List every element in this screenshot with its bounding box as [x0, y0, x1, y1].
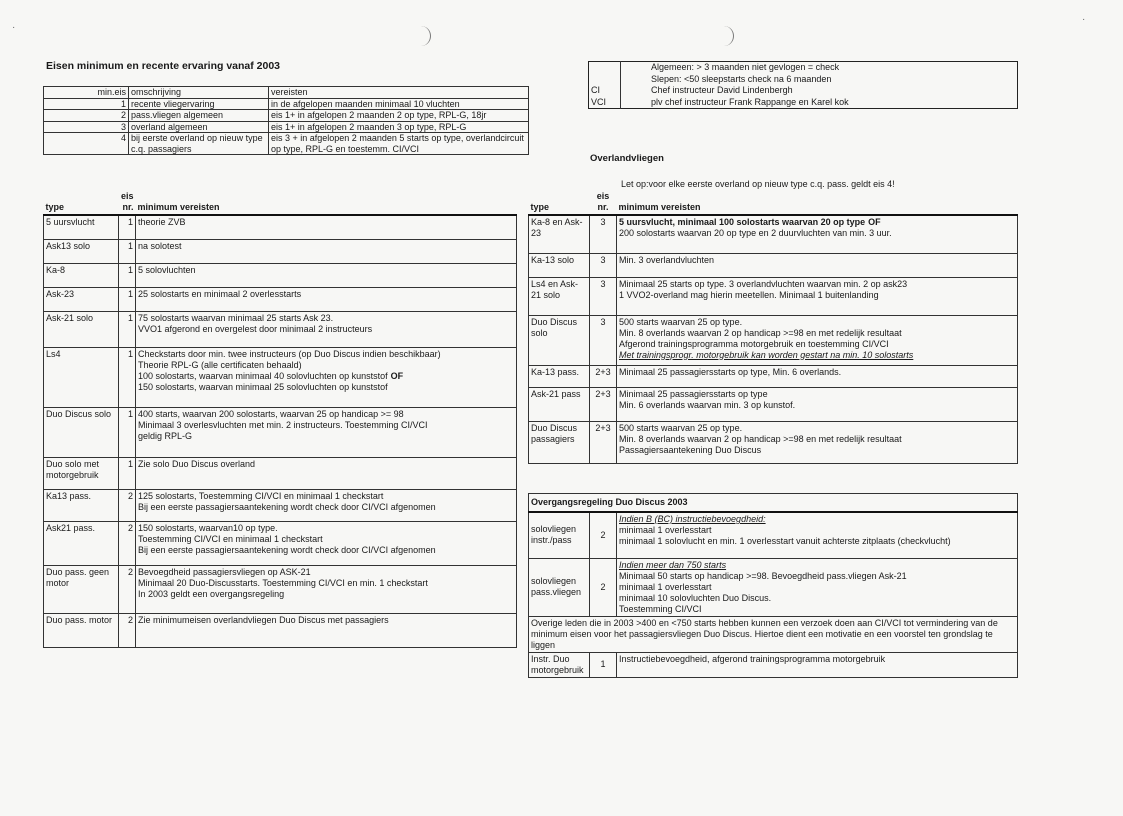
requirement-text: 5 solovluchten — [136, 263, 517, 287]
aircraft-type: Duo Discus passagiers — [529, 421, 590, 463]
column-header: type — [44, 190, 119, 215]
page-title: Eisen minimum en recente ervaring vanaf 2003 — [46, 60, 281, 72]
column-header: min.eis — [44, 87, 129, 99]
requirement-text: Minimaal 25 starts op type. 3 overlandvluchten waarvan min. 2 op ask23 1 VVO2-overland mag hierin meetellen. Minimaal 1 buitenlanding — [617, 277, 1018, 315]
table-row: solovliegen pass.vliegen 2 Indien meer dan 750 starts Minimaal 50 starts op handicap >=98. Bevoegdheid pass.vliegen Ask-21 minimaal 1 overlesstart minimaal 10 solovluchten Duo Discus. Toestemming CI/VCI — [529, 558, 1018, 616]
column-header: minimum vereisten — [136, 190, 517, 215]
table-row — [529, 365, 1018, 387]
requirement-number: 2 — [119, 565, 136, 613]
aircraft-type: Ka-13 pass. — [529, 365, 590, 387]
overland-requirements-table — [528, 190, 1018, 464]
requirement-number: 1 — [119, 215, 136, 239]
requirement-number: 2 — [119, 613, 136, 647]
requirement-text: Minimaal 25 passagiersstarts op type, Min. 6 overlands. — [617, 365, 1018, 387]
column-header: omschrijving — [129, 87, 269, 99]
column-header: vereisten — [269, 87, 529, 99]
table-row — [44, 287, 517, 311]
requirement-text: Minimaal 25 passagiersstarts op type Min. 6 overlands waarvan min. 3 op kunstof. — [617, 387, 1018, 421]
scan-speck: · — [12, 22, 16, 33]
column-header: minimum vereisten — [617, 190, 1018, 215]
table-row — [529, 616, 1018, 652]
aircraft-type: Duo solo met motorgebruik — [44, 457, 119, 489]
aircraft-type: Duo pass. motor — [44, 613, 119, 647]
requirement-text: 5 uursvlucht, minimaal 100 solostarts waarvan 20 op type OF 200 solostarts waarvan 20 op type en 2 duurvluchten van min. 3 uur. — [617, 215, 1018, 253]
aircraft-type: Ask21 pass. — [44, 521, 119, 565]
aircraft-type: Ls4 — [44, 347, 119, 407]
towing-rule: Slepen: <50 sleepstarts check na 6 maanden — [651, 73, 832, 84]
table-row — [529, 215, 1018, 253]
requirement-number: 1 — [119, 263, 136, 287]
table-row — [44, 215, 517, 239]
table-row — [44, 407, 517, 457]
transition-note: Overige leden die in 2003 >400 en <750 starts hebben kunnen een verzoek doen aan CI/VCI tot vermindering van de minimum eisen voor het passagiersvliegen Duo Discus. Hiertoe dient een motivatie en een voorstel ten grondslag te liggen — [529, 616, 1018, 652]
requirement-text: 25 solostarts en minimaal 2 overlesstarts — [136, 287, 517, 311]
requirement-text: Bevoegdheid passagiersvliegen op ASK-21 Minimaal 20 Duo-Discusstarts. Toestemming CI/VCI en min. 1 checkstart In 2003 geldt een overgangsregeling — [136, 565, 517, 613]
requirement-number: 3 — [590, 253, 617, 277]
requirement-number: 1 — [119, 347, 136, 407]
table-row — [44, 521, 517, 565]
table-row — [529, 277, 1018, 315]
requirement-number: 1 — [119, 407, 136, 457]
requirement-text: Zie minimumeisen overlandvliegen Duo Discus met passagiers — [136, 613, 517, 647]
aircraft-type: Ls4 en Ask-21 solo — [529, 277, 590, 315]
requirement-text: theorie ZVB — [136, 215, 517, 239]
requirement-text: 400 starts, waarvan 200 solostarts, waarvan 25 op handicap >= 98 Minimaal 3 overlesvluchten met min. 2 instructeurs. Toestemming CI/VCI geldig RPL-G — [136, 407, 517, 457]
punch-hole-right — [721, 26, 734, 46]
requirement-number: 2+3 — [590, 365, 617, 387]
requirement-number: 2 — [119, 521, 136, 565]
ci-label: CI — [589, 85, 621, 97]
transition-title: Overgangsregeling Duo Discus 2003 — [529, 494, 1018, 513]
aircraft-type: Duo pass. geen motor — [44, 565, 119, 613]
table-row: Instr. Duo motorgebruik 1 Instructiebevoegdheid, afgerond trainingsprogramma motorgebruik — [529, 652, 1018, 677]
general-rule: Algemeen: > 3 maanden niet gevlogen = check — [651, 62, 840, 72]
requirement-number: 1 — [119, 457, 136, 489]
aircraft-type: Ask13 solo — [44, 239, 119, 263]
general-info-box — [588, 61, 1018, 109]
requirement-text: Zie solo Duo Discus overland — [136, 457, 517, 489]
column-header: type — [529, 190, 590, 215]
aircraft-type: Ka-8 en Ask-23 — [529, 215, 590, 253]
minimum-requirements-table — [43, 190, 517, 648]
requirement-text: Checkstarts door min. twee instructeurs (op Duo Discus indien beschikbaar) Theorie RPL-G (alle certificaten behaald) 100 solostarts, waarvan minimaal 40 solovluchten op kunststof OF 150 solostarts, waarvan minimaal 25 solovluchten op kunststof — [136, 347, 517, 407]
aircraft-type: Ask-21 solo — [44, 311, 119, 347]
column-header: eis nr. — [119, 190, 136, 215]
aircraft-type: Ka-13 solo — [529, 253, 590, 277]
punch-hole-left — [418, 26, 431, 46]
aircraft-type: Ask-21 pass — [529, 387, 590, 421]
table-row — [44, 347, 517, 407]
requirement-number: 1 — [119, 239, 136, 263]
requirement-text: 500 starts waarvan 25 op type. Min. 8 overlands waarvan 2 op handicap >=98 en met redelijk resultaat Passagiersaantekening Duo Discus — [617, 421, 1018, 463]
requirement-number: 1 — [119, 287, 136, 311]
table-row: solovliegen instr./pass 2 Indien B (BC) instructiebevoegdheid: minimaal 1 overlesstart minimaal 1 solovlucht en min. 1 overlesstart vanuit achterste zitplaats (checkvlucht) — [529, 512, 1018, 558]
requirement-number: 2 — [119, 489, 136, 521]
table-row — [44, 489, 517, 521]
aircraft-type: Duo Discus solo — [44, 407, 119, 457]
aircraft-type: Duo Discus solo — [529, 315, 590, 365]
requirement-number: 2+3 — [590, 421, 617, 463]
table-row — [44, 239, 517, 263]
table-row — [44, 457, 517, 489]
table-row — [529, 387, 1018, 421]
aircraft-type: 5 uursvlucht — [44, 215, 119, 239]
table-row — [529, 315, 1018, 365]
requirement-text: na solotest — [136, 239, 517, 263]
requirement-number: 2+3 — [590, 387, 617, 421]
aircraft-type: Ask-23 — [44, 287, 119, 311]
table-row — [529, 253, 1018, 277]
requirement-number: 3 — [590, 215, 617, 253]
scan-speck: · — [1082, 14, 1086, 25]
table-row: 1 recente vliegervaring in de afgelopen maanden minimaal 10 vluchten — [44, 98, 529, 110]
table-row — [44, 613, 517, 647]
aircraft-type: Ka-8 — [44, 263, 119, 287]
table-row — [44, 565, 517, 613]
table-row — [44, 263, 517, 287]
requirement-number: 3 — [590, 315, 617, 365]
requirement-number: 1 — [119, 311, 136, 347]
requirement-text: 75 solostarts waarvan minimaal 25 starts Ask 23. VVO1 afgerond en overgelest door minimaal 2 instructeurs — [136, 311, 517, 347]
requirement-text: 500 starts waarvan 25 op type. Min. 8 overlands waarvan 2 op handicap >=98 en met redelijk resultaat Afgerond trainingsprogramma motorgebruik en toestemming CI/VCI Met trainingsprogr. motorgebruik kan worden gestart na min. 10 solostarts — [617, 315, 1018, 365]
vci-names: plv chef instructeur Frank Rappange en Karel kok — [651, 96, 849, 107]
table-row — [529, 421, 1018, 463]
requirement-text: Min. 3 overlandvluchten — [617, 253, 1018, 277]
table-row: 4 bij eerste overland op nieuw type c.q. passagiers eis 3 + in afgelopen 2 maanden 5 starts op type, overlandcircuit op type, RPL-G en toestemm. CI/VCI — [44, 133, 529, 155]
requirement-text: 150 solostarts, waarvan10 op type. Toestemming CI/VCI en minimaal 1 checkstart Bij een eerste passagiersaantekening wordt check door CI/VCI afgenomen — [136, 521, 517, 565]
vci-label: VCI — [589, 97, 621, 109]
ci-name: Chef instructeur David Lindenbergh — [651, 85, 793, 95]
table-row — [44, 311, 517, 347]
overland-title: Overlandvliegen — [590, 153, 664, 164]
requirement-number: 3 — [590, 277, 617, 315]
transition-table — [528, 493, 1018, 678]
overland-note: Let op:voor elke eerste overland op nieuw type c.q. pass. geldt eis 4! — [621, 179, 895, 189]
requirement-text: 125 solostarts, Toestemming CI/VCI en minimaal 1 checkstart Bij een eerste passagiersaantekening wordt check door CI/VCI afgenomen — [136, 489, 517, 521]
column-header: eis nr. — [590, 190, 617, 215]
aircraft-type: Ka13 pass. — [44, 489, 119, 521]
table-row: 3 overland algemeen eis 1+ in afgelopen 2 maanden 3 op type, RPL-G — [44, 121, 529, 133]
recent-experience-table — [43, 86, 529, 155]
table-row: 2 pass.vliegen algemeen eis 1+ in afgelopen 2 maanden 2 op type, RPL-G, 18jr — [44, 110, 529, 122]
